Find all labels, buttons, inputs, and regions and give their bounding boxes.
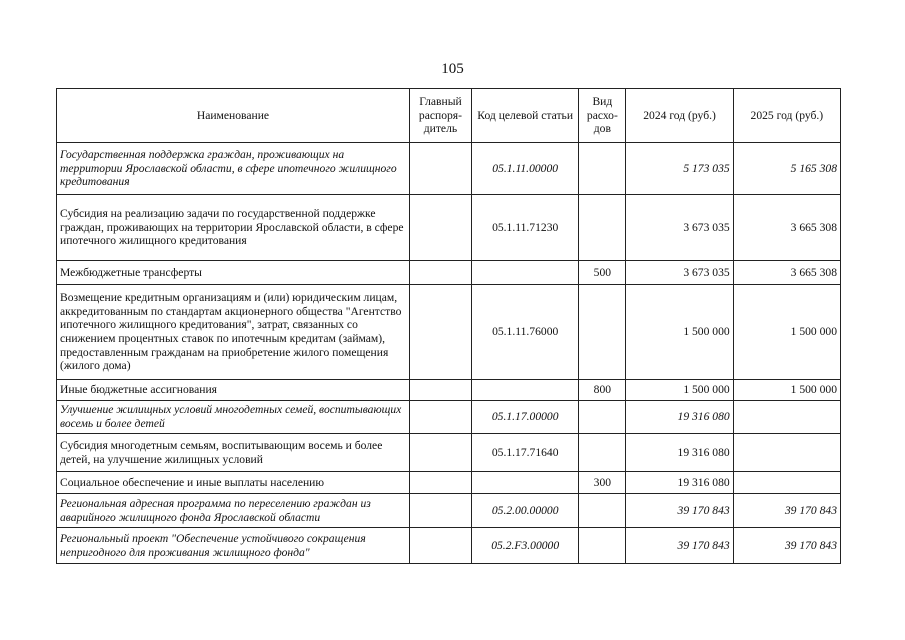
cell-2024: 3 673 035: [626, 261, 733, 285]
cell-2025: [733, 472, 840, 494]
cell-2025: 3 665 308: [733, 261, 840, 285]
cell-target-code: 05.2.F3.00000: [472, 528, 579, 564]
cell-main-manager: [409, 380, 471, 401]
cell-2024: 39 170 843: [626, 494, 733, 528]
cell-target-code: [472, 261, 579, 285]
cell-2024: 19 316 080: [626, 401, 733, 434]
cell-main-manager: [409, 401, 471, 434]
cell-main-manager: [409, 195, 471, 261]
cell-name: Государственная поддержка граждан, проживающих на территории Ярославской области, в сфере ипотечного жилищного кредитования: [57, 143, 410, 195]
table-row: [57, 401, 841, 434]
header-name: Наименование: [57, 89, 410, 143]
cell-main-manager: [409, 261, 471, 285]
cell-2024: 1 500 000: [626, 285, 733, 380]
cell-expense-type: 300: [579, 472, 626, 494]
cell-target-code: [472, 472, 579, 494]
cell-name: Региональный проект "Обеспечение устойчивого сокращения непригодного для проживания жилищного фонда": [57, 528, 410, 564]
cell-main-manager: [409, 472, 471, 494]
cell-2025: 1 500 000: [733, 285, 840, 380]
cell-target-code: 05.1.11.76000: [472, 285, 579, 380]
table-row: [57, 285, 841, 380]
cell-2025: 1 500 000: [733, 380, 840, 401]
cell-main-manager: [409, 285, 471, 380]
table-row: [57, 494, 841, 528]
page-number: 105: [441, 61, 464, 77]
cell-target-code: [472, 380, 579, 401]
cell-name: Региональная адресная программа по переселению граждан из аварийного жилищного фонда Ярославской области: [57, 494, 410, 528]
cell-main-manager: [409, 143, 471, 195]
cell-target-code: 05.1.17.00000: [472, 401, 579, 434]
cell-name: Субсидия на реализацию задачи по государственной поддержке граждан, проживающих на территории Ярославской области, в сфере ипотечного жилищного кредитования: [57, 195, 410, 261]
cell-2024: 5 173 035: [626, 143, 733, 195]
cell-2024: 19 316 080: [626, 434, 733, 472]
cell-expense-type: 500: [579, 261, 626, 285]
cell-expense-type: [579, 434, 626, 472]
cell-expense-type: 800: [579, 380, 626, 401]
header-2025: 2025 год (руб.): [733, 89, 840, 143]
cell-target-code: 05.1.11.71230: [472, 195, 579, 261]
header-main-manager: Главный распоря-дитель: [409, 89, 471, 143]
cell-name: Субсидия многодетным семьям, воспитывающим восемь и более детей, на улучшение жилищных условий: [57, 434, 410, 472]
budget-table: [56, 88, 841, 564]
cell-2025: [733, 434, 840, 472]
cell-2024: 19 316 080: [626, 472, 733, 494]
table-row: [57, 472, 841, 494]
cell-2025: 5 165 308: [733, 143, 840, 195]
cell-name: Социальное обеспечение и иные выплаты населению: [57, 472, 410, 494]
table-row: [57, 195, 841, 261]
cell-name: Улучшение жилищных условий многодетных семей, воспитывающих восемь и более детей: [57, 401, 410, 434]
table-row: [57, 528, 841, 564]
cell-expense-type: [579, 143, 626, 195]
cell-expense-type: [579, 528, 626, 564]
cell-expense-type: [579, 401, 626, 434]
cell-main-manager: [409, 434, 471, 472]
cell-name: Возмещение кредитным организациям и (или) юридическим лицам, аккредитованным по стандартам акционерного общества "Агентство ипотечного жилищного кредитования", затрат, связанных со снижением процентных ставок по ипотечным кредитам (займам), предоставленным гражданам на приобретение жилого помещения (жилого дома): [57, 285, 410, 380]
table-row: [57, 261, 841, 285]
table-row: [57, 434, 841, 472]
cell-2025: [733, 401, 840, 434]
cell-2024: 3 673 035: [626, 195, 733, 261]
cell-target-code: 05.1.11.00000: [472, 143, 579, 195]
cell-2025: 39 170 843: [733, 494, 840, 528]
cell-name: Межбюджетные трансферты: [57, 261, 410, 285]
cell-main-manager: [409, 494, 471, 528]
table-header-row: [57, 89, 841, 143]
cell-target-code: 05.2.00.00000: [472, 494, 579, 528]
cell-expense-type: [579, 494, 626, 528]
table-row: [57, 380, 841, 401]
header-target-code: Код целевой статьи: [472, 89, 579, 143]
cell-2025: 39 170 843: [733, 528, 840, 564]
cell-main-manager: [409, 528, 471, 564]
cell-2025: 3 665 308: [733, 195, 840, 261]
cell-expense-type: [579, 285, 626, 380]
cell-2024: 1 500 000: [626, 380, 733, 401]
table-row: [57, 143, 841, 195]
header-expense-type: Вид расхо-дов: [579, 89, 626, 143]
cell-name: Иные бюджетные ассигнования: [57, 380, 410, 401]
cell-2024: 39 170 843: [626, 528, 733, 564]
cell-target-code: 05.1.17.71640: [472, 434, 579, 472]
cell-expense-type: [579, 195, 626, 261]
header-2024: 2024 год (руб.): [626, 89, 733, 143]
